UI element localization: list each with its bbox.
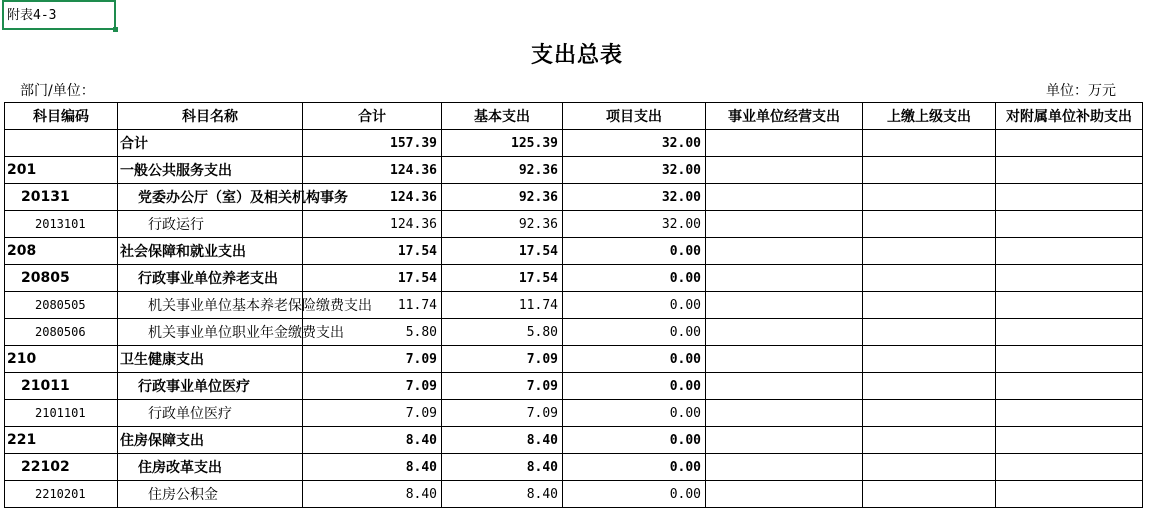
row-code-cell[interactable]: 2080505 <box>5 292 118 319</box>
row-business-cell[interactable] <box>706 184 863 211</box>
row-total-cell[interactable]: 7.09 <box>303 346 442 373</box>
row-basic-cell[interactable]: 8.40 <box>442 481 563 508</box>
row-remit-cell[interactable] <box>863 157 996 184</box>
header-code[interactable]: 科目编码 <box>5 103 118 130</box>
row-remit-cell[interactable] <box>863 265 996 292</box>
row-code-cell[interactable]: 210 <box>5 346 118 373</box>
row-basic-cell[interactable]: 7.09 <box>442 346 563 373</box>
table-row <box>5 454 1143 481</box>
table-row <box>5 400 1143 427</box>
row-name-cell[interactable]: 行政事业单位养老支出 <box>118 265 303 292</box>
row-total-cell[interactable]: 7.09 <box>303 373 442 400</box>
table-row <box>5 373 1143 400</box>
row-code-cell[interactable]: 208 <box>5 238 118 265</box>
unit-label: 单位：万元 <box>1046 83 1116 99</box>
row-subsidy-cell[interactable] <box>996 157 1143 184</box>
row-business-cell[interactable] <box>706 481 863 508</box>
row-project-cell[interactable]: 32.00 <box>563 184 706 211</box>
header-subsidy[interactable]: 对附属单位补助支出 <box>996 103 1143 130</box>
row-basic-cell[interactable]: 11.74 <box>442 292 563 319</box>
row-total-cell[interactable]: 5.80 <box>303 319 442 346</box>
row-total-cell[interactable]: 8.40 <box>303 481 442 508</box>
row-business-cell[interactable] <box>706 319 863 346</box>
row-remit-cell[interactable] <box>863 373 996 400</box>
row-subsidy-cell[interactable] <box>996 184 1143 211</box>
row-project-cell[interactable]: 0.00 <box>563 238 706 265</box>
row-business-cell[interactable] <box>706 373 863 400</box>
row-total-cell[interactable]: 124.36 <box>303 157 442 184</box>
header-row <box>5 103 1143 130</box>
row-total-cell[interactable]: 8.40 <box>303 427 442 454</box>
table-row <box>5 211 1143 238</box>
row-name-cell[interactable]: 行政单位医疗 <box>118 400 303 427</box>
row-subsidy-cell[interactable] <box>996 130 1143 157</box>
table-row <box>5 265 1143 292</box>
row-business-cell[interactable] <box>706 346 863 373</box>
row-remit-cell[interactable] <box>863 211 996 238</box>
row-subsidy-cell[interactable] <box>996 265 1143 292</box>
row-project-cell[interactable]: 0.00 <box>563 292 706 319</box>
row-project-cell[interactable]: 0.00 <box>563 427 706 454</box>
row-subsidy-cell[interactable] <box>996 319 1143 346</box>
row-basic-cell[interactable]: 92.36 <box>442 157 563 184</box>
header-business[interactable]: 事业单位经营支出 <box>706 103 863 130</box>
row-business-cell[interactable] <box>706 265 863 292</box>
row-project-cell[interactable]: 0.00 <box>563 454 706 481</box>
row-code-cell[interactable]: 2080506 <box>5 319 118 346</box>
row-name-cell[interactable]: 卫生健康支出 <box>118 346 303 373</box>
row-business-cell[interactable] <box>706 157 863 184</box>
row-subsidy-cell[interactable] <box>996 400 1143 427</box>
table-row <box>5 292 1143 319</box>
row-code-cell[interactable]: 21011 <box>5 373 118 400</box>
row-total-cell[interactable]: 7.09 <box>303 400 442 427</box>
row-remit-cell[interactable] <box>863 481 996 508</box>
header-name[interactable]: 科目名称 <box>118 103 303 130</box>
header-remit[interactable]: 上缴上级支出 <box>863 103 996 130</box>
table-row <box>5 319 1143 346</box>
row-basic-cell[interactable]: 125.39 <box>442 130 563 157</box>
row-total-cell[interactable]: 8.40 <box>303 454 442 481</box>
row-business-cell[interactable] <box>706 292 863 319</box>
fill-handle[interactable] <box>113 27 118 32</box>
row-name-cell[interactable]: 一般公共服务支出 <box>118 157 303 184</box>
row-total-cell[interactable]: 157.39 <box>303 130 442 157</box>
table-row <box>5 481 1143 508</box>
table-row <box>5 130 1143 157</box>
row-basic-cell[interactable]: 17.54 <box>442 238 563 265</box>
row-name-cell[interactable]: 住房公积金 <box>118 481 303 508</box>
row-business-cell[interactable] <box>706 427 863 454</box>
row-total-cell[interactable]: 11.74 <box>303 292 442 319</box>
row-project-cell[interactable]: 0.00 <box>563 481 706 508</box>
row-remit-cell[interactable] <box>863 454 996 481</box>
row-remit-cell[interactable] <box>863 238 996 265</box>
row-business-cell[interactable] <box>706 130 863 157</box>
row-remit-cell[interactable] <box>863 346 996 373</box>
table-row <box>5 184 1143 211</box>
row-subsidy-cell[interactable] <box>996 427 1143 454</box>
row-remit-cell[interactable] <box>863 319 996 346</box>
row-code-cell[interactable]: 2101101 <box>5 400 118 427</box>
table-row <box>5 346 1143 373</box>
row-basic-cell[interactable]: 92.36 <box>442 211 563 238</box>
header-basic[interactable]: 基本支出 <box>442 103 563 130</box>
table-row <box>5 238 1143 265</box>
row-project-cell[interactable]: 32.00 <box>563 211 706 238</box>
row-subsidy-cell[interactable] <box>996 481 1143 508</box>
row-name-cell[interactable]: 合计 <box>118 130 303 157</box>
row-name-cell[interactable]: 机关事业单位职业年金缴费支出 <box>118 319 303 346</box>
row-name-cell[interactable]: 住房保障支出 <box>118 427 303 454</box>
header-total[interactable]: 合计 <box>303 103 442 130</box>
row-code-cell[interactable]: 20131 <box>5 184 118 211</box>
row-name-cell[interactable]: 党委办公厅（室）及相关机构事务 <box>118 184 303 211</box>
row-project-cell[interactable]: 0.00 <box>563 400 706 427</box>
row-basic-cell[interactable]: 8.40 <box>442 454 563 481</box>
row-business-cell[interactable] <box>706 400 863 427</box>
row-subsidy-cell[interactable] <box>996 346 1143 373</box>
row-total-cell[interactable]: 124.36 <box>303 184 442 211</box>
row-project-cell[interactable]: 0.00 <box>563 265 706 292</box>
row-code-cell[interactable]: 22102 <box>5 454 118 481</box>
row-subsidy-cell[interactable] <box>996 373 1143 400</box>
row-code-cell[interactable] <box>5 130 118 157</box>
row-subsidy-cell[interactable] <box>996 211 1143 238</box>
row-total-cell[interactable]: 17.54 <box>303 238 442 265</box>
row-code-cell[interactable]: 201 <box>5 157 118 184</box>
row-code-cell[interactable]: 2210201 <box>5 481 118 508</box>
row-subsidy-cell[interactable] <box>996 454 1143 481</box>
row-basic-cell[interactable]: 92.36 <box>442 184 563 211</box>
table-row <box>5 157 1143 184</box>
row-basic-cell[interactable]: 7.09 <box>442 400 563 427</box>
row-basic-cell[interactable]: 7.09 <box>442 373 563 400</box>
row-basic-cell[interactable]: 8.40 <box>442 427 563 454</box>
row-code-cell[interactable]: 2013101 <box>5 211 118 238</box>
row-project-cell[interactable]: 0.00 <box>563 373 706 400</box>
row-code-cell[interactable]: 221 <box>5 427 118 454</box>
row-remit-cell[interactable] <box>863 130 996 157</box>
row-basic-cell[interactable]: 5.80 <box>442 319 563 346</box>
row-business-cell[interactable] <box>706 211 863 238</box>
row-project-cell[interactable]: 0.00 <box>563 319 706 346</box>
row-basic-cell[interactable]: 17.54 <box>442 265 563 292</box>
row-remit-cell[interactable] <box>863 184 996 211</box>
page-title: 支出总表 <box>530 43 623 68</box>
row-code-cell[interactable]: 20805 <box>5 265 118 292</box>
row-name-cell[interactable]: 行政事业单位医疗 <box>118 373 303 400</box>
row-project-cell[interactable]: 32.00 <box>563 130 706 157</box>
row-subsidy-cell[interactable] <box>996 238 1143 265</box>
table-row <box>5 427 1143 454</box>
row-project-cell[interactable]: 32.00 <box>563 157 706 184</box>
row-remit-cell[interactable] <box>863 292 996 319</box>
row-name-cell[interactable]: 住房改革支出 <box>118 454 303 481</box>
row-business-cell[interactable] <box>706 454 863 481</box>
row-remit-cell[interactable] <box>863 400 996 427</box>
expenditure-table <box>4 102 1143 508</box>
row-project-cell[interactable]: 0.00 <box>563 346 706 373</box>
row-subsidy-cell[interactable] <box>996 292 1143 319</box>
row-total-cell[interactable]: 124.36 <box>303 211 442 238</box>
department-label: 部门/单位： <box>20 83 95 99</box>
row-total-cell[interactable]: 17.54 <box>303 265 442 292</box>
row-name-cell[interactable]: 行政运行 <box>118 211 303 238</box>
header-project[interactable]: 项目支出 <box>563 103 706 130</box>
row-name-cell[interactable]: 社会保障和就业支出 <box>118 238 303 265</box>
row-remit-cell[interactable] <box>863 427 996 454</box>
row-name-cell[interactable]: 机关事业单位基本养老保险缴费支出 <box>118 292 303 319</box>
selected-cell[interactable]: 附表4-3 <box>2 0 116 30</box>
row-business-cell[interactable] <box>706 238 863 265</box>
